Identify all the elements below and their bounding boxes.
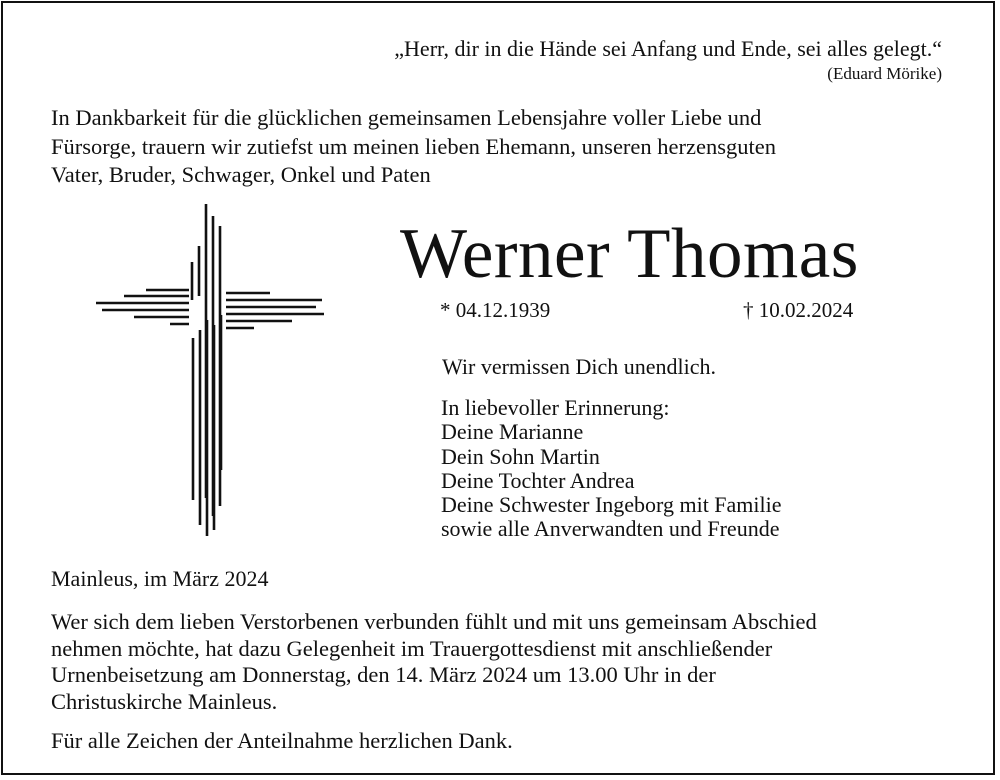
signers-list [441,396,782,542]
deceased-name: Werner Thomas [400,215,859,293]
invitation-line: Urnenbeisetzung am Donnerstag, den 14. März 2024 um 13.00 Uhr in der [51,662,716,687]
invitation-line: nehmen möchte, hat dazu Gelegenheit im Trauergottesdienst mit anschließender [51,635,773,661]
signer-line: sowie alle Anverwandten und Freunde [441,516,780,542]
cross-icon [94,200,326,540]
invitation-line: Christuskirche Mainleus. [51,688,278,714]
signer-line: Deine Marianne [441,419,584,445]
death-date: † 10.02.2024 [743,298,854,322]
motto: Wir vermissen Dich unendlich. [442,354,717,379]
signer-line: In liebevoller Erinnerung: [441,395,670,420]
thanks-line: Für alle Zeichen der Anteilnahme herzlichen Dank. [51,728,513,753]
signer-line: Deine Tochter Andrea [441,467,635,493]
intro-paragraph [51,104,951,190]
intro-line: Fürsorge, trauern wir zutiefst um meinen lieben Ehemann, unseren herzensguten [51,133,776,159]
signer-line: Dein Sohn Martin [441,443,600,469]
intro-line: Vater, Bruder, Schwager, Onkel und Paten [51,162,431,187]
place-date: Mainleus, im März 2024 [51,566,269,591]
invitation-line: Wer sich dem lieben Verstorbenen verbunden fühlt und mit uns gemeinsam Abschied [51,609,817,634]
birth-date: * 04.12.1939 [440,298,551,322]
quote-text: „Herr, dir in die Hände sei Anfang und Ende, sei alles gelegt.“ [394,36,942,61]
intro-line: In Dankbarkeit für die glücklichen gemeinsamen Lebensjahre voller Liebe und [51,105,762,130]
invitation-paragraph [51,609,817,715]
signer-line: Deine Schwester Ingeborg mit Familie [441,492,782,518]
quote-author: (Eduard Mörike) [827,64,942,83]
